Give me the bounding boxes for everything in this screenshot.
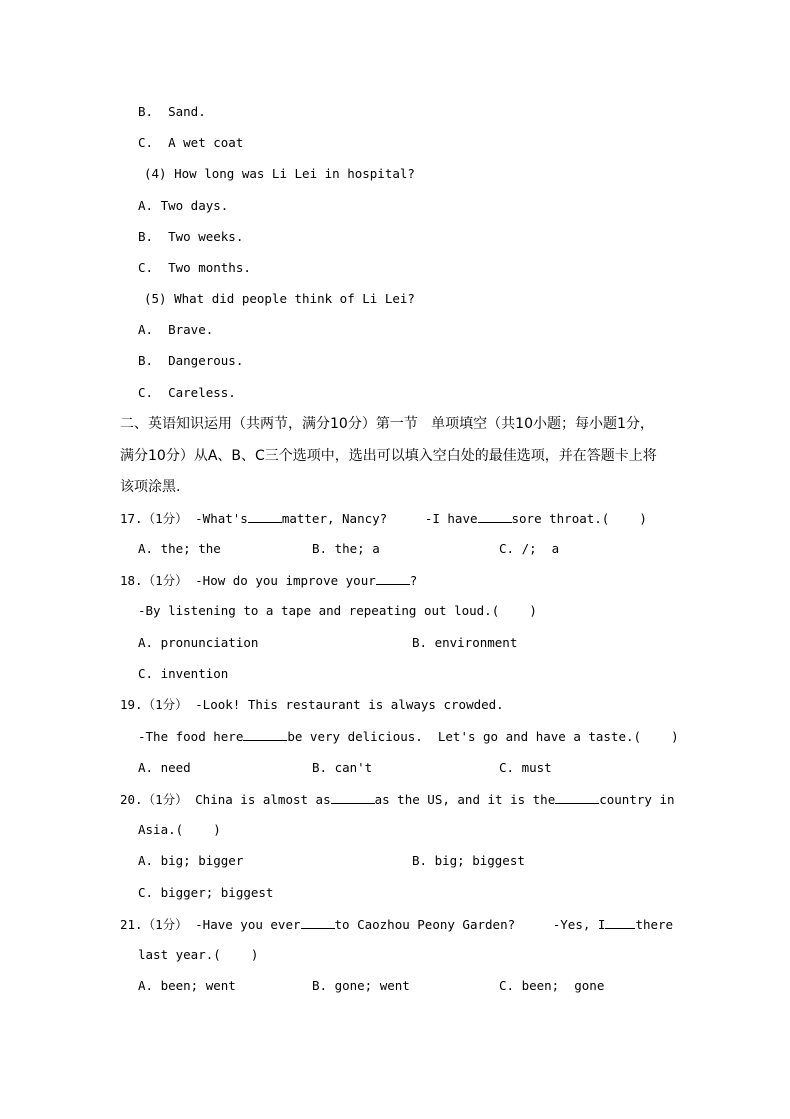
q20-blank-1 bbox=[331, 791, 375, 804]
q5-option-a: A. Brave. bbox=[138, 322, 214, 337]
q18-line-2: -By listening to a tape and repeating out loud.( ) bbox=[138, 603, 537, 618]
q21-number: 21.（1分） bbox=[120, 917, 188, 932]
q17-text-2: matter, Nancy? -I have bbox=[281, 511, 478, 526]
q21-option-c: C. been; gone bbox=[499, 978, 605, 993]
q18-text-1: -How do you improve your bbox=[195, 573, 376, 588]
q17-text-3: sore throat.( ) bbox=[511, 511, 647, 526]
section-heading-line3: 该项涂黑. bbox=[120, 479, 181, 495]
q17-blank-2 bbox=[478, 510, 512, 523]
q19-blank bbox=[243, 728, 287, 741]
q4-option-a: A. Two days. bbox=[138, 198, 229, 213]
q20-text-2: as the US, and it is the bbox=[374, 792, 556, 807]
q21-text-3: there bbox=[635, 917, 674, 932]
question-20 bbox=[120, 791, 675, 808]
q17-blank-1 bbox=[248, 510, 282, 523]
q17-number: 17.（1分） bbox=[120, 511, 188, 526]
q20-line-2: Asia.( ) bbox=[138, 822, 221, 837]
q18-text-2: ? bbox=[409, 573, 418, 588]
q21-text-2: to Caozhou Peony Garden? -Yes, I bbox=[334, 917, 606, 932]
q18-option-b: B. environment bbox=[412, 635, 518, 650]
q19-option-a: A. need bbox=[138, 760, 191, 775]
question-18 bbox=[120, 572, 417, 589]
option-c-wet-coat: C. A wet coat bbox=[138, 135, 244, 150]
q20-option-b: B. big; biggest bbox=[412, 853, 525, 868]
q20-option-a: A. big; bigger bbox=[138, 853, 244, 868]
q19-text-2: be very delicious. Let's go and have a taste.( ) bbox=[287, 729, 679, 744]
q19-line-2 bbox=[138, 728, 679, 745]
q21-text-1: -Have you ever bbox=[195, 917, 301, 932]
q21-option-a: A. been; went bbox=[138, 978, 236, 993]
q4-option-b: B. Two weeks. bbox=[138, 229, 244, 244]
q19-line-1: -Look! This restaurant is always crowded. bbox=[195, 697, 504, 712]
option-b-sand: B. Sand. bbox=[138, 104, 206, 119]
question-19 bbox=[120, 697, 504, 713]
q19-option-c: C. must bbox=[499, 760, 552, 775]
section-heading-line1: 二、英语知识运用（共两节，满分10分）第一节 单项填空（共10小题；每小题1分， bbox=[120, 416, 654, 432]
q17-option-a: A. the; the bbox=[138, 541, 221, 556]
q20-number: 20.（1分） bbox=[120, 792, 188, 807]
q18-blank bbox=[376, 572, 410, 585]
q19-number: 19.（1分） bbox=[120, 697, 188, 712]
q18-option-c: C. invention bbox=[138, 666, 229, 681]
section-heading-line2: 满分10分）从A、B、C三个选项中，选出可以填入空白处的最佳选项，并在答题卡上将 bbox=[120, 448, 657, 464]
q5-option-c: C. Careless. bbox=[138, 385, 236, 400]
q17-option-b: B. the; a bbox=[312, 541, 380, 556]
q21-line-2: last year.( ) bbox=[138, 947, 259, 962]
q19-option-b: B. can't bbox=[312, 760, 373, 775]
q21-blank-1 bbox=[301, 916, 335, 929]
q20-text-1: China is almost as bbox=[195, 792, 331, 807]
q20-blank-2 bbox=[555, 791, 599, 804]
q20-option-c: C. bigger; biggest bbox=[138, 885, 274, 900]
q18-option-a: A. pronunciation bbox=[138, 635, 259, 650]
q18-number: 18.（1分） bbox=[120, 573, 188, 588]
q17-text-1: -What's bbox=[195, 511, 248, 526]
q17-option-c: C. /; a bbox=[499, 541, 560, 556]
q19-text-1: -The food here bbox=[138, 729, 244, 744]
question-5: (5) What did people think of Li Lei? bbox=[144, 291, 415, 306]
question-21 bbox=[120, 916, 673, 933]
q20-text-3: country in bbox=[599, 792, 675, 807]
question-4: (4) How long was Li Lei in hospital? bbox=[144, 166, 415, 181]
q5-option-b: B. Dangerous. bbox=[138, 353, 244, 368]
q21-blank-2 bbox=[605, 916, 635, 929]
q4-option-c: C. Two months. bbox=[138, 260, 251, 275]
question-17 bbox=[120, 510, 647, 527]
q21-option-b: B. gone; went bbox=[312, 978, 410, 993]
